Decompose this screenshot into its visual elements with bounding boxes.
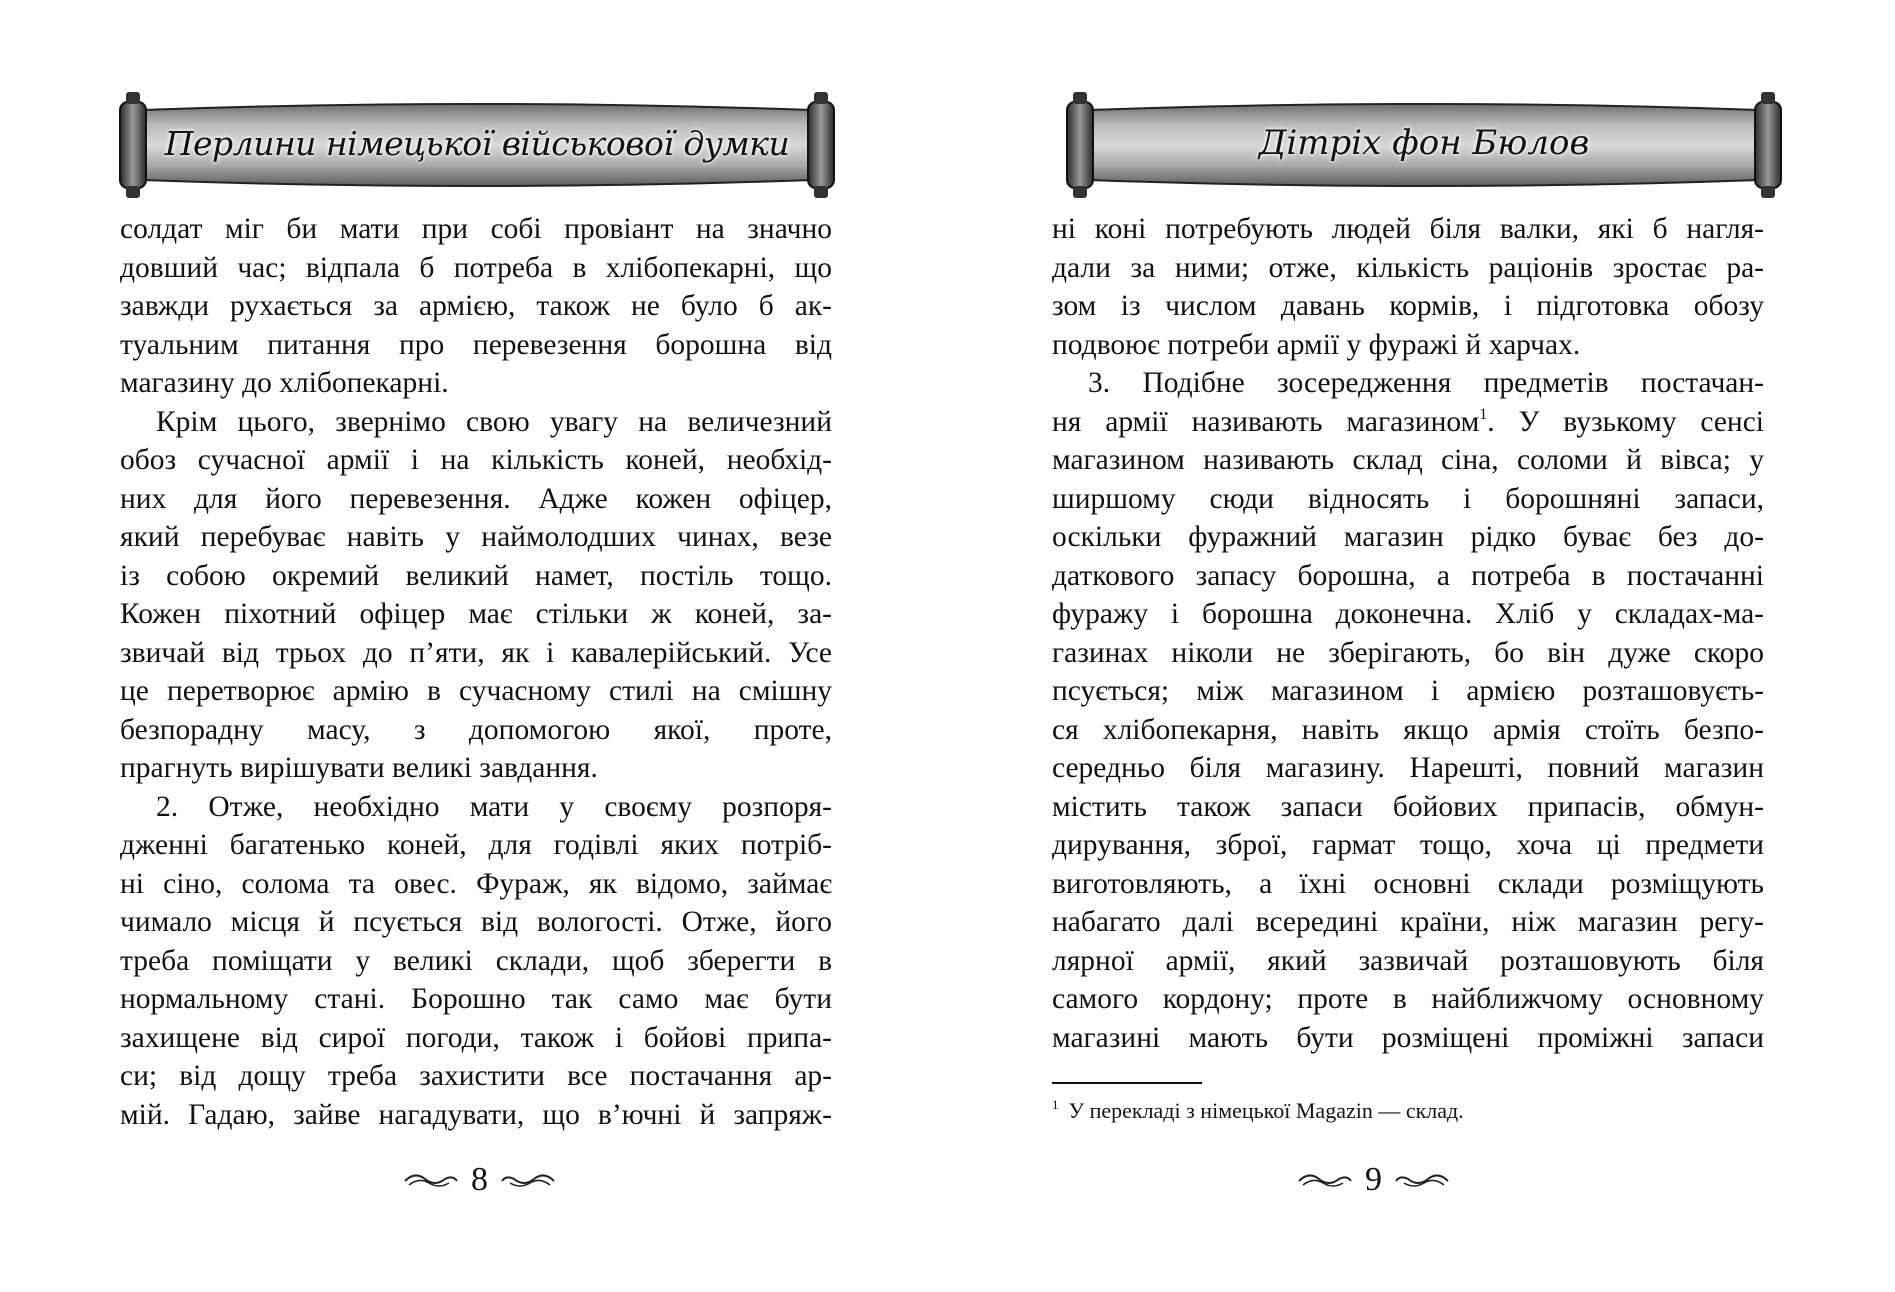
flourish-right-icon — [500, 1169, 556, 1191]
body-text — [1052, 210, 1764, 1057]
page-number-folio — [1297, 1160, 1450, 1200]
right-page — [947, 0, 1895, 1292]
text-line: це перетворює армію в сучасному стилі на смішну — [120, 675, 832, 707]
text-line: ні сіно, солома та овес. Фураж, як відомо, займає — [120, 867, 832, 900]
text-line: набагато далі всередині країни, ніж магазин регу- — [1052, 906, 1764, 938]
text-line: прагнуть вирішувати великі завдання. — [120, 752, 598, 784]
page-number: 8 — [471, 1161, 488, 1198]
flourish-right-icon — [1394, 1169, 1450, 1191]
text-line-with-footnote — [1052, 403, 1764, 442]
text-line: ні коні потребують людей біля валки, які б нагля- — [1052, 213, 1764, 245]
text-line: магазині мають бути розміщені проміжні запаси — [1052, 1021, 1764, 1054]
text-line: 2. Отже, необхідно мати у своєму розпоря- — [156, 790, 832, 823]
text-line: захищене від сирої погоди, також і бойові припа- — [120, 1021, 832, 1054]
text-line: треба поміщати у великі склади, щоб зберегти в — [120, 944, 832, 977]
text-line: ся хлібопекарня, навіть якщо армія стоїть безпо- — [1052, 713, 1764, 746]
text-line: них для його перевезення. Адже кожен офіцер, — [120, 482, 832, 515]
text-line: 3. Подібне зосередження предметів постачан- — [1088, 367, 1764, 399]
text-line: Крім цього, звернімо свою увагу на величезний — [156, 405, 832, 438]
text-line: чимало місця й псується від вологості. Отже, його — [120, 906, 832, 938]
text-line: газинах ніколи не зберігають, бо він дуже скоро — [1052, 636, 1764, 669]
flourish-left-icon — [1297, 1169, 1353, 1191]
text-line: магазином називають склад сіна, соломи й вівса; у — [1052, 444, 1764, 476]
text-fragment: . У вузькому сенсі — [1487, 405, 1764, 438]
running-head-title: Перлини німецької військової думки — [164, 123, 790, 163]
running-head-banner — [1059, 88, 1789, 200]
text-line: си; від дощу треба захистити все постачання ар- — [120, 1060, 832, 1092]
running-head-banner — [112, 88, 842, 200]
text-line: подвоює потреби армії у фуражі й харчах. — [1052, 328, 1581, 361]
left-page — [0, 0, 947, 1292]
text-line: який перебуває навіть у наймолодших чинах, везе — [120, 521, 832, 553]
footnote-text: У перекладі з німецької Magazin — склад. — [1068, 1098, 1464, 1123]
text-line: мій. Гадаю, зайве нагадувати, що в’ючні й запряж- — [120, 1098, 832, 1131]
page-number: 9 — [1365, 1161, 1382, 1198]
text-line: довший час; відпала б потреба в хлібопекарні, що — [120, 251, 832, 284]
text-line: фуражу і борошна доконечна. Хліб у складах-ма- — [1052, 598, 1764, 630]
body-text — [120, 210, 832, 1134]
text-line: нормальному стані. Борошно так само має бути — [120, 983, 832, 1015]
footnote-divider — [1052, 1082, 1202, 1084]
text-line: середньо біля магазину. Нарешті, повний магазин — [1052, 752, 1764, 784]
page-number-folio — [403, 1160, 556, 1200]
running-head-title: Дітріх фон Бюлов — [1258, 123, 1590, 163]
text-line: дженні багатенько коней, для годівлі яких потріб- — [120, 829, 832, 861]
flourish-left-icon — [403, 1169, 459, 1191]
text-line: ширшому сюди відносять і борошняні запаси, — [1052, 482, 1764, 515]
footnote — [1052, 1096, 1764, 1126]
text-line: виготовляють, а їхні основні склади розміщують — [1052, 867, 1764, 900]
text-line: обоз сучасної армії і на кількість коней, необхід- — [120, 444, 832, 476]
text-line: завжди рухається за армією, також не було б ак- — [120, 290, 832, 322]
text-line: даткового запасу борошна, а потреба в постачанні — [1052, 559, 1764, 592]
text-line: солдат міг би мати при собі провіант на значно — [120, 213, 832, 245]
text-line: звичай від трьох до п’яти, як і кавалерійський. Усе — [120, 636, 832, 669]
text-line: безпорадну масу, з допомогою якої, проте, — [120, 713, 832, 746]
text-fragment: ня армії називають магазином — [1052, 405, 1480, 438]
text-line: дирування, зброї, гармат тощо, хоча ці предмети — [1052, 829, 1764, 861]
text-line: дали за ними; отже, кількість раціонів зростає ра- — [1052, 251, 1764, 284]
text-line: магазину до хлібопекарні. — [120, 367, 449, 399]
text-line: туальним питання про перевезення борошна від — [120, 328, 832, 361]
text-line: із собою окремий великий намет, постіль тощо. — [120, 559, 832, 592]
footnote-reference[interactable]: 1 — [1479, 405, 1488, 423]
text-line: містить також запаси бойових припасів, обмун- — [1052, 790, 1764, 823]
text-line: оскільки фуражний магазин рідко буває без до- — [1052, 521, 1764, 553]
text-line: самого кордону; проте в найближчому основному — [1052, 983, 1764, 1015]
text-line: Кожен піхотний офіцер має стільки ж коней, за- — [120, 598, 832, 630]
text-line: зом із числом давань кормів, і підготовка обозу — [1052, 290, 1764, 322]
text-line: лярної армії, який зазвичай розташовують біля — [1052, 944, 1764, 977]
footnote-marker: 1 — [1052, 1097, 1059, 1112]
text-line: псується; між магазином і армією розташовуєть- — [1052, 675, 1764, 707]
